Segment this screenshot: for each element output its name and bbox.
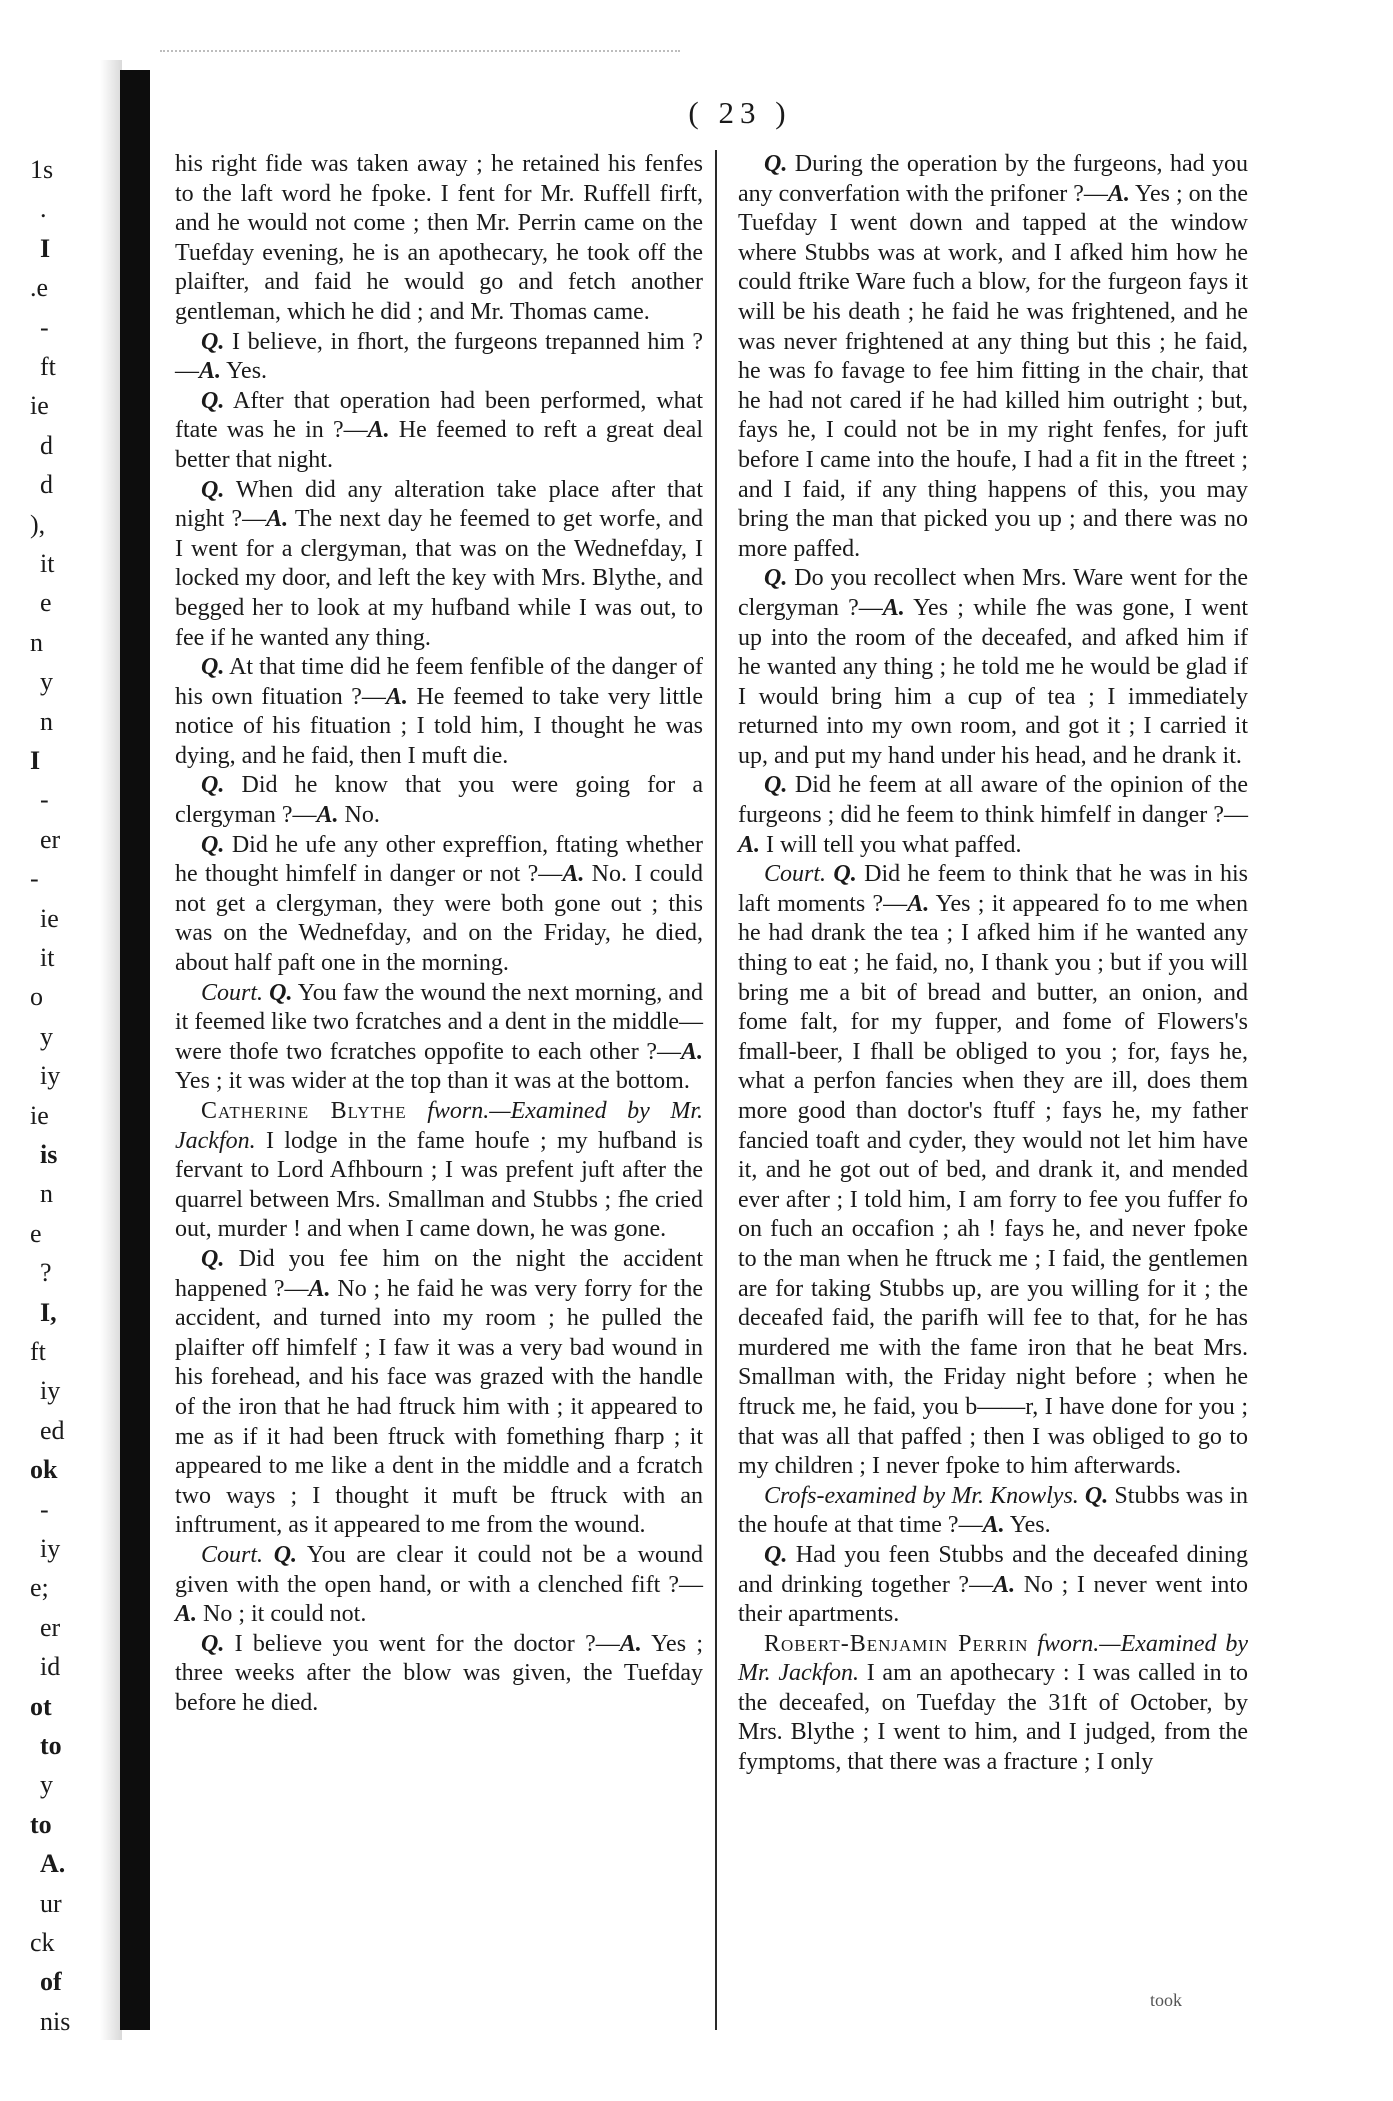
right-text-column (738, 150, 1248, 1778)
margin-fragment: ok (30, 1455, 58, 1485)
qa-marker: Q. (201, 1245, 225, 1272)
body-text: Did you fee him on the night the accident happened ?— (175, 1245, 703, 1302)
body-text: The next day he feemed to get worfe, and I went for a clergyman, that was on the Wednefday, I locked my door, and left the key with Mrs. Blythe, and begged her to look at my hufband while I was out, to fee if he wanted any thing. (175, 506, 703, 651)
margin-fragment: ie (30, 1100, 49, 1130)
paragraph (738, 1630, 1248, 1778)
margin-fragment: n (40, 706, 53, 736)
qa-marker: Q. (764, 565, 788, 592)
paragraph (175, 653, 703, 771)
body-text: Yes ; it was wider at the top than it was at the bottom. (175, 1068, 690, 1095)
qa-marker: A. (316, 802, 339, 829)
margin-fragment: ft (30, 1337, 46, 1366)
margin-fragment: to (30, 1809, 52, 1839)
body-text: I believe, in fhort, the furgeons trepanned him ?— (175, 328, 703, 385)
margin-fragment: I (30, 746, 41, 775)
paragraph (175, 1541, 703, 1630)
qa-marker: A. (680, 1038, 703, 1065)
margin-fragment: A. (40, 1849, 66, 1879)
paragraph (175, 771, 703, 830)
qa-marker: Q. (273, 1541, 298, 1568)
paragraph (175, 476, 703, 654)
margin-fragment: d (40, 470, 53, 500)
margin-fragment: y (40, 1770, 53, 1800)
paragraph (175, 328, 703, 387)
margin-fragment: e; (30, 1573, 49, 1603)
paragraph (175, 831, 703, 979)
paragraph (738, 860, 1248, 1481)
body-text: When did any alteration take place after that night ?— (175, 476, 703, 533)
margin-fragment: iy (40, 1061, 61, 1091)
page-number: ( 23 ) (688, 95, 792, 130)
margin-fragment: iy (40, 1376, 61, 1406)
margin-fragment: id (40, 1652, 61, 1682)
margin-fragment: - (30, 864, 39, 894)
paragraph (175, 1245, 703, 1541)
body-text: He feemed to take very little notice of his fituation ; I told him, I thought he was dying, and he faid, then I muft die. (175, 683, 703, 769)
qa-marker: A. (562, 861, 585, 888)
witness-name: Catherine Blythe (201, 1098, 407, 1124)
margin-fragment: ? (40, 1258, 52, 1288)
margin-fragment: ed (40, 1415, 65, 1445)
margin-fragment: ot (30, 1691, 52, 1721)
body-text: Did he feem to think that he was in his laft moments ?— (738, 861, 1249, 917)
margin-fragment: I, (40, 1297, 57, 1327)
margin-fragment: .e (30, 273, 49, 303)
paragraph (738, 150, 1248, 564)
paragraph (738, 564, 1248, 771)
qa-marker: Q. (201, 772, 225, 799)
margin-fragment: d (40, 430, 53, 460)
qa-marker: Q. (269, 979, 293, 1006)
paragraph (175, 979, 703, 1097)
margin-fragment: y (40, 667, 53, 697)
body-text: Do you recollect when Mrs. Ware went for the clergyman ?— (738, 565, 1248, 621)
margin-fragment: I (40, 233, 51, 263)
gutter-shadow (100, 60, 122, 2040)
body-text: Yes. (1004, 1512, 1051, 1539)
margin-fragment: - (40, 785, 49, 815)
margin-fragment: ), (30, 509, 46, 539)
catchword: took (1150, 1990, 1183, 2010)
margin-fragment: . (40, 194, 47, 224)
left-text-column (175, 150, 703, 1718)
paragraph (175, 150, 703, 328)
qa-marker: A. (199, 358, 222, 385)
qa-marker: Q. (201, 831, 225, 858)
witness-name: Robert-Benjamin Perrin (764, 1630, 1029, 1657)
body-text: After that operation had been performed, what ftate was he in ?— (175, 387, 703, 444)
body-text: I am an apothecary : I was called in to the deceafed, on Tuefday the 31ft of October, by Mrs. Blythe ; I went to him, and I judged, from the fymptoms, that there was a fracture ; I only (738, 1660, 1248, 1776)
qa-marker: Q. (833, 861, 857, 888)
qa-marker: A. (308, 1275, 331, 1302)
qa-marker: A. (907, 890, 930, 917)
margin-fragment: 1s (30, 155, 54, 184)
paragraph (738, 771, 1248, 860)
italic-text: fworn.—Examined by Mr. Jackfon. (738, 1630, 1248, 1687)
margin-fragment: it (40, 943, 55, 972)
qa-marker: Q. (201, 1630, 225, 1657)
margin-fragment: ur (40, 1888, 62, 1918)
italic-text: Court. (201, 979, 264, 1006)
body-text: No ; it could not. (197, 1601, 367, 1628)
margin-fragment: iy (40, 1534, 61, 1563)
body-text: No. I could not get a clergyman, they were both gone out ; this was on the Wednefday, and on the Friday, he died, about half paft one in the morning. (175, 861, 703, 977)
margin-fragment: ie (30, 391, 49, 421)
qa-marker: Q. (764, 1541, 788, 1568)
body-text: No ; he faid he was very forry for the accident, and turned into my room ; he pulled the plaifter off himfelf ; I faw it was a very bad wound in his forehead, and his face was grazed with the handle of the iron that he had ftruck him with ; it appeared to me as if it had been ftruck with fomething fharp ; it appeared to me like a dent in the middle and a fcratch two ways ; I thought it muft be ftruck with an inftrument, as it appeared to me from the wound. (175, 1275, 704, 1539)
margin-fragment: e (40, 588, 52, 618)
margin-fragment: - (40, 312, 49, 342)
qa-marker: Q. (1084, 1482, 1109, 1509)
qa-marker: Q. (201, 387, 225, 414)
italic-text: Court. (201, 1541, 264, 1568)
qa-marker: Q. (201, 654, 225, 681)
qa-marker: Q. (764, 772, 788, 799)
paragraph (738, 1482, 1248, 1541)
margin-fragment: n (40, 1179, 53, 1209)
margin-fragment: y (40, 1021, 53, 1051)
italic-text: Court. (764, 861, 827, 888)
margin-fragment: - (40, 1494, 49, 1524)
paragraph (175, 1630, 703, 1719)
margin-fragment: it (40, 549, 55, 578)
margin-fragment: of (40, 1967, 62, 1997)
qa-marker: Q. (201, 328, 225, 355)
binding-gutter (120, 70, 150, 2030)
body-text: I will tell you what paffed. (760, 831, 1022, 858)
margin-fragment: e (30, 1218, 42, 1248)
paragraph (175, 387, 703, 476)
body-text: Stubbs was in the houfe at that time ?— (738, 1482, 1248, 1539)
body-text: his right fide was taken away ; he retained his fenfes to the laft word he fpoke. I fent for Mr. Ruffell firft, and he would not come ; then Mr. Perrin came on the Tuefday evening, he is an apothecary, he took off the plaifter, and faid he would go and fetch another gentleman, which he did ; and Mr. Thomas came. (175, 151, 703, 325)
body-text: No. (338, 802, 380, 829)
italic-text: fworn.—Examined by Mr. Jackfon. (175, 1098, 703, 1154)
qa-marker: A. (266, 506, 289, 533)
qa-marker: A. (982, 1512, 1005, 1539)
qa-marker: A. (619, 1630, 642, 1657)
body-text: I lodge in the fame houfe ; my hufband is fervant to Lord Afhbourn ; I was prefent juft after the quarrel between Mrs. Smallman and Stubbs ; fhe cried out, murder ! and when I came down, he was gone. (175, 1127, 703, 1243)
body-text: Yes ; it appeared fo to me when he had drank the tea ; I afked him if he wanted any thing to eat ; he faid, no, I thank you ; but if you will bring me a bit of bread and butter, an onion, and fome falt, for my fupper, and fome of Flowers's fmall-beer, I fhall be obliged to you ; for, fays he, what a perfon fancies when they are ill, does them more good than doctor's ftuff ; fays he, my father fancied toaft and cyder, they would not let him have it, and he got out of bed, and drank it, and mended ever after ; I told him, I am forry to fee you fuffer fo on fuch an occafion ; ah ! fays he, and never fpoke to the man when he ftruck me ; I faid, the gentlemen are for taking Stubbs up, are you willing for it ; the deceafed faid, the parifh will fee to that, for he has murdered me with the fame iron that he beat Mrs. Smallman with, the Friday night before ; when he ftruck me, he faid, you b——r, I have done for you ; that was all that paffed ; then I was obliged to go to my children ; I never fpoke to him afterwards. (738, 890, 1248, 1480)
qa-marker: A. (367, 417, 390, 444)
body-text: Yes ; three weeks after the blow was given, the Tuefday before he died. (175, 1630, 703, 1716)
qa-marker: A. (175, 1601, 198, 1628)
body-text: I believe you went for the doctor ?— (224, 1630, 620, 1657)
body-text: You are clear it could not be a wound given with the open hand, or with a clenched fift ?— (175, 1541, 703, 1598)
italic-text: Crofs-examined by Mr. Knowlys. (764, 1482, 1079, 1509)
body-text: Yes ; while fhe was gone, I went up into the room of the deceafed, and afked him if he wanted any thing ; he told me he would be glad if I would bring him a cup of tea ; I immediately returned into my own room, and got it ; I carried it up, and put my hand under his head, and he drank it. (738, 594, 1248, 769)
margin-fragment: er (40, 824, 61, 854)
body-text: At that time did he feem fenfible of the danger of his own fituation ?— (175, 654, 703, 710)
margin-fragment: er (40, 1612, 61, 1642)
body-text: Had you feen Stubbs and the deceafed dining and drinking together ?— (738, 1541, 1248, 1598)
qa-marker: A. (385, 683, 408, 710)
margin-fragment: ft (40, 352, 56, 381)
header-scan-noise (160, 50, 680, 60)
body-text: You faw the wound the next morning, and it feemed like two fcratches and a dent in the middle—were thofe two fcratches oppofite to each other ?— (175, 979, 703, 1065)
body-text: Did he ufe any other expreffion, ftating whether he thought himfelf in danger or not ?— (175, 831, 703, 888)
paragraph (175, 1097, 703, 1245)
margin-fragment: is (40, 1140, 58, 1169)
qa-marker: A. (738, 831, 761, 858)
margin-fragment: ck (30, 1928, 55, 1957)
body-text: He feemed to reft a great deal better that night. (175, 417, 703, 473)
body-text: During the operation by the furgeons, had you any converfation with the prifoner ?— (738, 151, 1248, 207)
body-text: Did he feem at all aware of the opinion of the furgeons ; did he feem to think himfelf in danger ?— (738, 772, 1248, 829)
margin-fragment: nis (40, 2006, 71, 2036)
margin-fragment: n (30, 627, 43, 657)
paragraph (738, 1541, 1248, 1630)
column-divider (715, 150, 717, 2030)
qa-marker: Q. (764, 151, 788, 177)
body-text: No ; I never went into their apartments. (738, 1571, 1248, 1628)
qa-marker: A. (1107, 180, 1130, 207)
margin-fragment: ie (40, 903, 59, 933)
margin-fragment: to (40, 1731, 62, 1760)
qa-marker: A. (993, 1571, 1016, 1598)
body-text: Yes. (221, 358, 268, 385)
body-text: Yes ; on the Tuefday I went down and tapped at the window where Stubbs was at work, and I afked him how he could ftrike Ware fuch a blow, for the furgeon fays it will be his death ; he faid he was frightened, and he was never frightened at any thing but this ; he faid, he was fo favage to fee him fitting in the chair, that he had not cared if he had killed him outright ; but, fays he, I could not be in my right fenfes, for juft before I came into the houfe, I had a fit in the ftreet ; and I faid, if any thing happens of this, you may bring the man that picked you up ; and there was no more paffed. (738, 180, 1248, 562)
margin-fragment: o (30, 982, 43, 1012)
body-text: Did he know that you were going for a clergyman ?— (175, 772, 703, 829)
qa-marker: A. (882, 594, 905, 621)
body-text (263, 1542, 274, 1568)
qa-marker: Q. (201, 476, 225, 503)
